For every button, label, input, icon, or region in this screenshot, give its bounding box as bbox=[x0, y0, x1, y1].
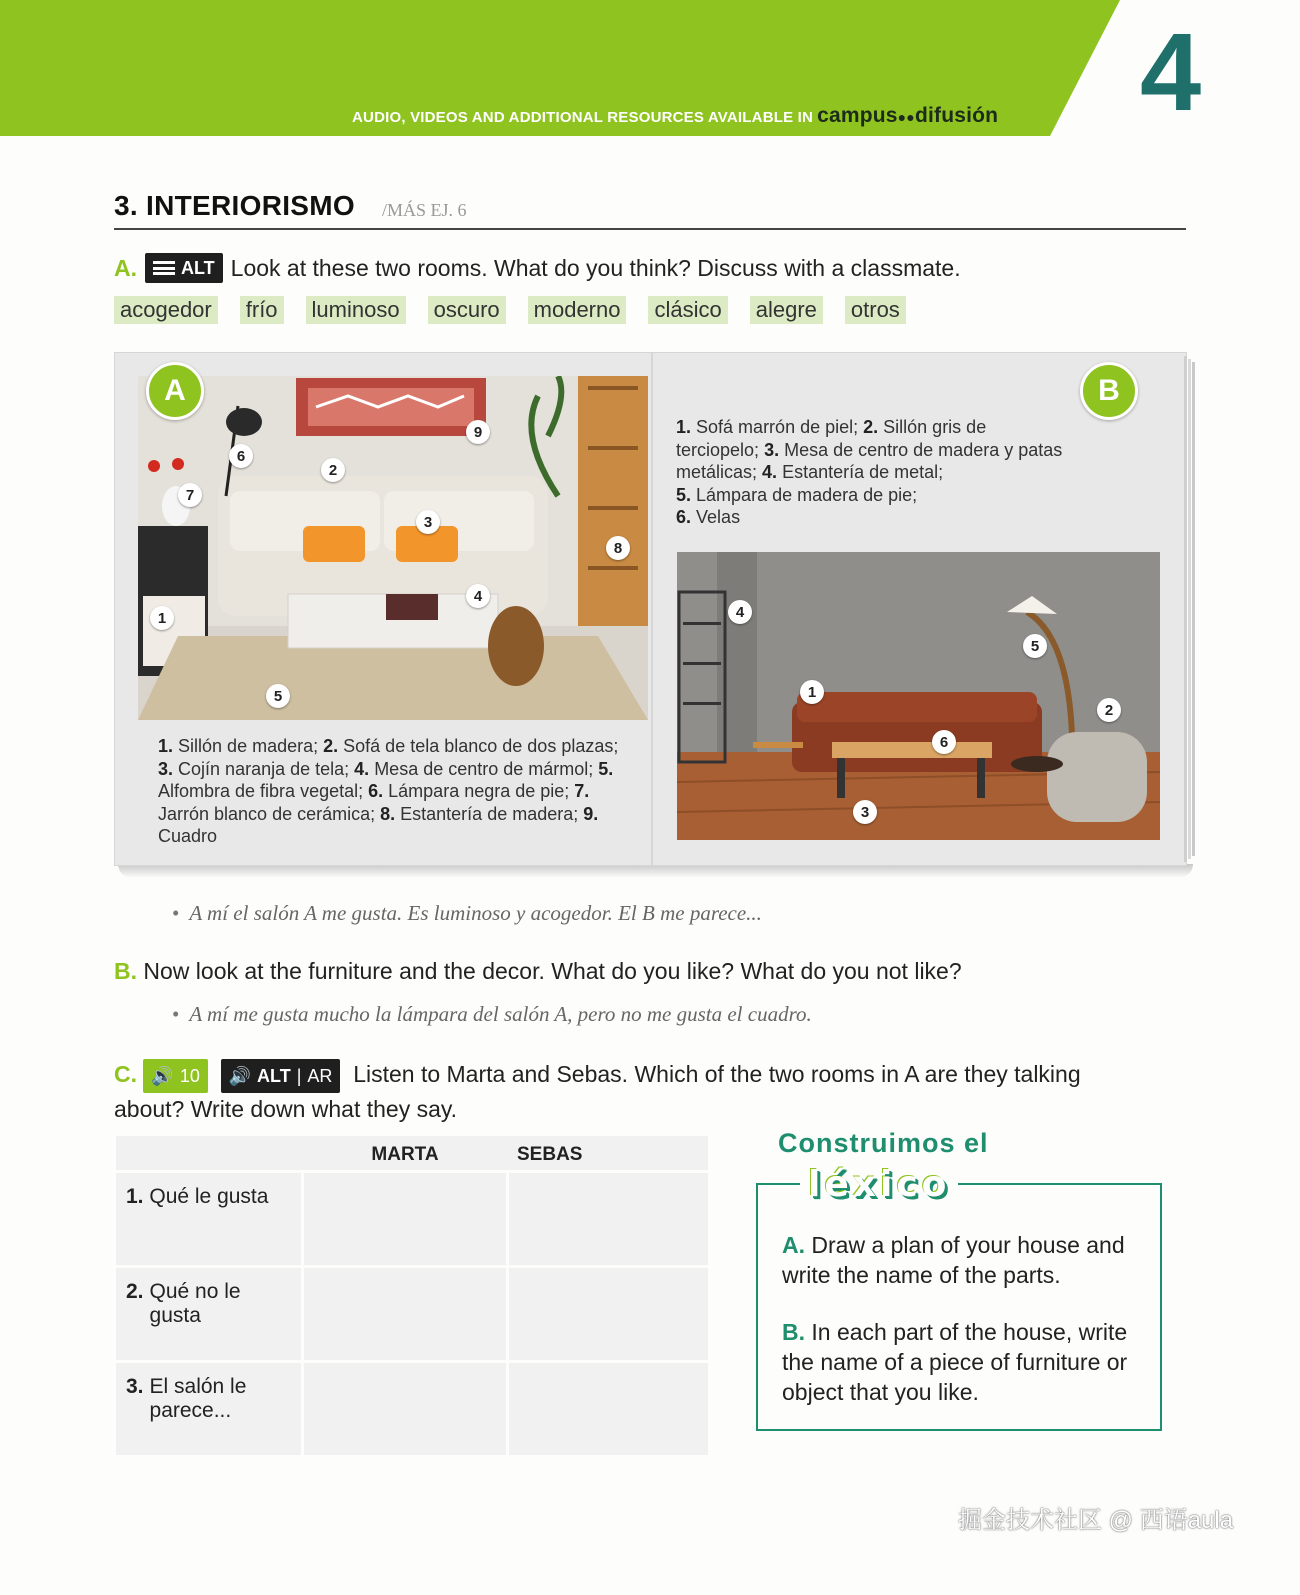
construimos-item-a bbox=[782, 1230, 1152, 1290]
legend-b-num-6: 6. bbox=[676, 507, 692, 527]
activity-c-letter: C. bbox=[114, 1061, 137, 1087]
adjective-chips bbox=[114, 296, 906, 324]
room-a-photo bbox=[138, 376, 648, 720]
row-label: Qué le gusta bbox=[149, 1185, 269, 1208]
sebas-answer-cell[interactable] bbox=[509, 1363, 708, 1455]
activity-b-letter: B. bbox=[114, 958, 137, 984]
legend-a-text-4: Mesa de centro de mármol; bbox=[374, 758, 599, 779]
page-edges bbox=[1184, 356, 1198, 862]
header-blank bbox=[116, 1136, 301, 1170]
legend-b-num-4: 4. bbox=[762, 462, 778, 482]
table-row bbox=[116, 1268, 708, 1360]
room-a-marker-1: 1 bbox=[150, 606, 174, 630]
table-row bbox=[116, 1363, 708, 1455]
legend-a-num-9: 9. bbox=[583, 803, 599, 824]
legend-a-text-1: Sillón de madera; bbox=[178, 736, 324, 756]
chip-moderno: moderno bbox=[528, 296, 627, 324]
legend-b-num-5: 5. bbox=[676, 484, 692, 505]
item-b-text: In each part of the house, write the name of a piece of furniture or object that you like. bbox=[782, 1319, 1128, 1405]
audio-track-number: 10 bbox=[179, 1065, 200, 1086]
activity-b-instruction: Now look at the furniture and the decor. What do you like? What do you not like? bbox=[143, 958, 962, 984]
speaker-icon: 🔊 bbox=[151, 1065, 174, 1086]
people-icon: ●● bbox=[897, 109, 915, 125]
legend-a-num-1: 1. bbox=[158, 736, 174, 756]
legend-b-num-2: 2. bbox=[863, 417, 879, 437]
row-label: Qué no le gusta bbox=[149, 1280, 241, 1327]
table-row bbox=[116, 1173, 708, 1265]
marta-answer-cell[interactable] bbox=[304, 1363, 506, 1455]
legend-b-text-5: Lámpara de madera de pie; bbox=[696, 484, 918, 505]
activity-a-instruction: Look at these two rooms. What do you think? Discuss with a classmate. bbox=[230, 254, 961, 281]
chip-alegre: alegre bbox=[750, 296, 823, 324]
row-question bbox=[116, 1268, 301, 1360]
row-num: 3. bbox=[126, 1375, 144, 1398]
alt-ar-badge[interactable]: 🔊 ALT | AR bbox=[221, 1059, 341, 1093]
construimos-title: Construimos el bbox=[778, 1128, 995, 1159]
answer-table bbox=[116, 1136, 708, 1455]
room-b-marker-2: 2 bbox=[1097, 698, 1121, 722]
room-b-marker-4: 4 bbox=[728, 600, 752, 624]
marta-answer-cell[interactable] bbox=[304, 1268, 506, 1360]
row-question bbox=[116, 1173, 301, 1265]
room-b-marker-6: 6 bbox=[932, 730, 956, 754]
room-a-marker-2: 2 bbox=[321, 458, 345, 482]
chip-frio: frío bbox=[240, 296, 284, 324]
legend-a-text-6: Lámpara negra de pie; bbox=[388, 781, 575, 801]
activity-a bbox=[114, 253, 961, 283]
bullet-icon: • bbox=[172, 901, 180, 925]
speaker-icon: 🔊 bbox=[228, 1065, 252, 1086]
legend-a-text-3: Cojín naranja de tela; bbox=[178, 758, 355, 779]
alt-badge[interactable] bbox=[145, 253, 223, 283]
room-a-marker-8: 8 bbox=[606, 536, 630, 560]
lexico-text: léxico bbox=[808, 1164, 951, 1205]
row-num: 2. bbox=[126, 1280, 144, 1303]
legend-b-text-1: Sofá marrón de piel; bbox=[696, 417, 864, 437]
menu-icon bbox=[153, 261, 175, 275]
legend-b-text-3: Mesa de centro de madera y patas metálicas; bbox=[676, 439, 1063, 482]
legend-a-num-3: 3. bbox=[158, 758, 174, 779]
sebas-answer-cell[interactable] bbox=[509, 1173, 708, 1265]
example-b-text: A mí me gusta mucho la lámpara del salón A, pero no me gusta el cuadro. bbox=[189, 1002, 812, 1026]
brand-part1: campus bbox=[817, 104, 898, 127]
legend-a-text-5: Alfombra de fibra vegetal; bbox=[158, 781, 369, 801]
room-b-marker-3: 3 bbox=[853, 800, 877, 824]
legend-a-text-9: Cuadro bbox=[158, 826, 218, 846]
room-a-marker-4: 4 bbox=[466, 584, 490, 608]
legend-b-text-4: Estantería de metal; bbox=[782, 462, 944, 482]
room-a-marker-6: 6 bbox=[229, 444, 253, 468]
table-header bbox=[116, 1136, 708, 1170]
section-divider bbox=[114, 228, 1186, 230]
bullet-icon: • bbox=[172, 1002, 180, 1026]
activity-a-letter: A. bbox=[114, 254, 137, 281]
book-shadow bbox=[118, 864, 1193, 878]
room-b-legend bbox=[676, 416, 1066, 529]
room-b-label: B bbox=[1080, 362, 1138, 420]
room-a-label: A bbox=[146, 362, 204, 420]
alt-label: ALT bbox=[257, 1065, 291, 1086]
row-label: El salón le parece... bbox=[149, 1375, 247, 1422]
chip-oscuro: oscuro bbox=[428, 296, 506, 324]
resources-text: AUDIO, VIDEOS AND ADDITIONAL RESOURCES AVAILABLE IN bbox=[352, 109, 814, 126]
watermark: 掘金技术社区 @ 西语aula bbox=[958, 1507, 1234, 1534]
legend-a-num-6: 6. bbox=[368, 781, 384, 801]
legend-b-num-3: 3. bbox=[764, 439, 780, 460]
section-title: 3. INTERIORISMO bbox=[114, 190, 355, 221]
room-a-marker-7: 7 bbox=[178, 483, 202, 507]
legend-a-num-5: 5. bbox=[598, 758, 614, 779]
header-sebas: SEBAS bbox=[517, 1144, 583, 1165]
activity-b bbox=[114, 958, 962, 985]
resources-banner[interactable] bbox=[352, 104, 998, 128]
legend-a-text-8: Estantería de madera; bbox=[400, 803, 584, 824]
item-b-letter: B. bbox=[782, 1319, 805, 1345]
chip-otros: otros bbox=[845, 296, 906, 324]
example-a bbox=[172, 901, 762, 926]
header-marta: MARTA bbox=[371, 1144, 439, 1165]
room-a-legend bbox=[158, 735, 626, 848]
room-a-marker-9: 9 bbox=[466, 420, 490, 444]
legend-a-num-4: 4. bbox=[354, 758, 370, 779]
campus-difusion-logo[interactable] bbox=[817, 104, 998, 128]
alt-badge-label: ALT bbox=[181, 257, 215, 278]
legend-b-num-1: 1. bbox=[676, 417, 692, 437]
row-num: 1. bbox=[126, 1185, 144, 1208]
unit-number: 4 bbox=[1140, 11, 1202, 134]
legend-a-num-2: 2. bbox=[323, 736, 339, 756]
ar-label: AR bbox=[307, 1065, 333, 1086]
legend-b-text-6: Velas bbox=[696, 507, 741, 527]
legend-a-num-7: 7. bbox=[574, 781, 590, 801]
row-question bbox=[116, 1363, 301, 1455]
audio-track-badge[interactable] bbox=[143, 1059, 207, 1093]
activity-c bbox=[114, 1058, 1114, 1125]
room-b-marker-5: 5 bbox=[1023, 634, 1047, 658]
brand-part2: difusión bbox=[914, 104, 999, 127]
marta-answer-cell[interactable] bbox=[304, 1173, 506, 1265]
room-b-photo bbox=[677, 552, 1160, 840]
legend-a-text-7: Jarrón blanco de cerámica; bbox=[158, 803, 381, 824]
chip-clasico: clásico bbox=[648, 296, 727, 324]
lexico-logo bbox=[800, 1164, 958, 1205]
construimos-item-b bbox=[782, 1317, 1152, 1407]
item-a-text: Draw a plan of your house and write the name of the parts. bbox=[782, 1232, 1125, 1288]
example-b bbox=[172, 1002, 812, 1027]
sebas-answer-cell[interactable] bbox=[509, 1268, 708, 1360]
legend-a-num-8: 8. bbox=[380, 803, 396, 824]
section-reference: /MÁS EJ. 6 bbox=[382, 200, 467, 220]
room-a-marker-3: 3 bbox=[416, 510, 440, 534]
chip-acogedor: acogedor bbox=[114, 296, 218, 324]
example-a-text: A mí el salón A me gusta. Es luminoso y acogedor. El B me parece... bbox=[189, 901, 762, 925]
activity-c-instruction: Listen to Marta and Sebas. Which of the two rooms in A are they talking about? Write down what they say. bbox=[114, 1061, 1081, 1122]
legend-b-text-2: Sillón gris de terciopelo; bbox=[676, 417, 987, 460]
room-a-marker-5: 5 bbox=[266, 684, 290, 708]
room-b-marker-1: 1 bbox=[800, 680, 824, 704]
item-a-letter: A. bbox=[782, 1232, 805, 1258]
legend-a-text-2: Sofá de tela blanco de dos plazas; bbox=[343, 736, 619, 756]
chip-luminoso: luminoso bbox=[306, 296, 406, 324]
